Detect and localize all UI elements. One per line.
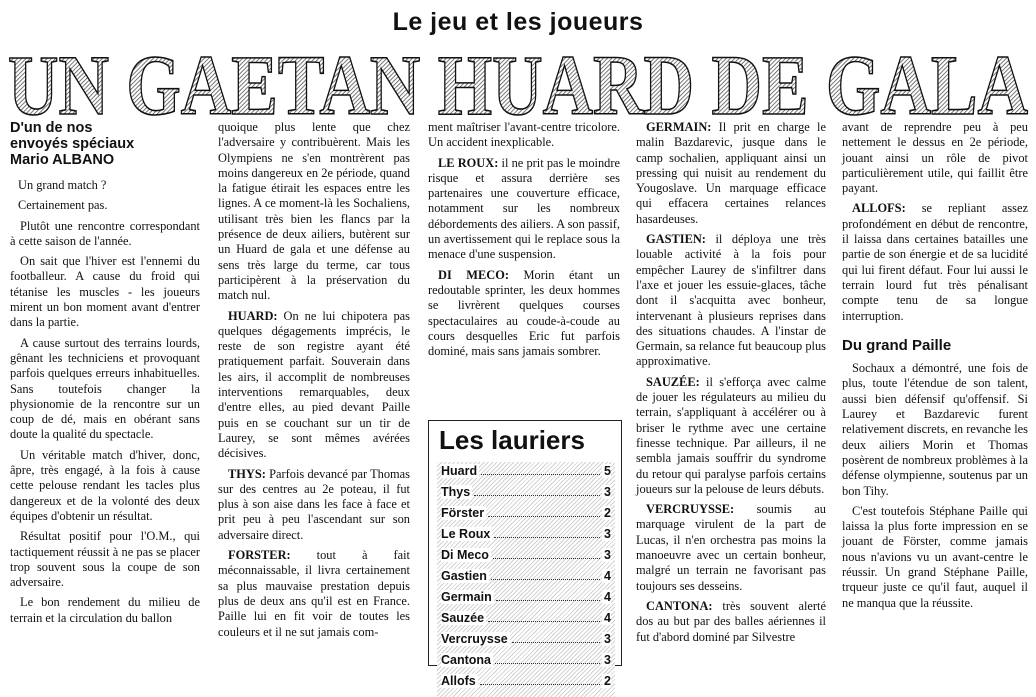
paragraph: On sait que l'hiver est l'ennemi du footballeur. A cause du froid qui tétanise les muscles - les joueurs mirent un bon moment avant d'entrer dans la partie.	[10, 254, 200, 330]
laurels-score: 2	[604, 674, 611, 688]
headline-graphic	[6, 44, 1030, 120]
laurels-box	[428, 420, 622, 688]
laurels-score: 3	[604, 653, 611, 667]
leader-dots	[491, 579, 600, 580]
player-text: très souvent alerté dos au but par des balles aériennes il fut d'abord dominé par Silvestre	[636, 598, 826, 644]
paragraph: Plutôt une rencontre correspondant à cette saison de l'année.	[10, 218, 200, 248]
player-name: FORSTER:	[228, 548, 291, 563]
player-paragraph	[842, 201, 1028, 323]
leader-dots	[493, 558, 600, 559]
laurels-row	[441, 653, 611, 674]
player-name: HUARD:	[228, 308, 278, 323]
player-name: ALLOFS:	[852, 201, 906, 216]
leader-dots	[494, 537, 600, 538]
player-name: SAUZÉE:	[646, 374, 700, 389]
laurels-score: 3	[604, 527, 611, 541]
leader-dots	[488, 516, 600, 517]
player-name: VERCRUYSSE:	[646, 502, 735, 517]
headline-text: UN GAETAN HUARD DE GALA	[8, 44, 1028, 120]
laurels-score: 4	[604, 611, 611, 625]
player-name: CANTONA:	[646, 598, 713, 613]
laurels-score: 4	[604, 590, 611, 604]
laurels-score: 3	[604, 548, 611, 562]
laurels-name: Le Roux	[441, 527, 491, 541]
laurels-row	[441, 611, 611, 632]
laurels-name: Gastien	[441, 569, 487, 583]
laurels-score: 5	[604, 464, 611, 478]
player-text: Morin étant un redoutable sprinter, les deux hommes se livrèrent quelques courses spectaculaires au coude-à-coude au cours desquelles Eric fut parfois dominé, mais sans jamais sombrer.	[428, 267, 620, 359]
player-paragraph	[636, 502, 826, 594]
player-name: THYS:	[228, 466, 266, 481]
paragraph: quoique plus lente que chez l'adversaire y contribuèrent. Mais les Olympiens ne s'en montrèrent pas moins dangereux en 2e période, quand la fatigue étirait les espaces entre les lignes. A ce moment-là les Sochaliens, utilisant très bien les flancs par la présence de deux ailiers, butèrent sur un Huard de gala et une défense au sens très large du terme, car tous participèrent à la préservation du match nul.	[218, 120, 410, 303]
laurels-row	[441, 590, 611, 611]
paragraph: A cause surtout des terrains lourds, gênant les techniciens et provoquant parfois quelques erreurs inhabituelles. Sans toutefois changer la physionomie de la rencontre sur un coup de dé, mais en obérant sans doute la qualité du spectacle.	[10, 335, 200, 442]
player-paragraph	[428, 268, 620, 360]
laurels-row	[441, 464, 611, 485]
player-text: il déploya une très louable activité à la fois pour empêcher Laurey de s'infiltrer dans l'axe et jouer les essuie-glaces, tâche dont il s'acquitta avec bonheur, intervenant à plusieurs reprises dans des situations chaudes. A l'instar de Germain, sa relance fut beaucoup plus approximative.	[636, 232, 826, 369]
laurels-name: Cantona	[441, 653, 491, 667]
player-text: Parfois devancé par Thomas sur des centres au 2e poteau, il fut plus à son aise dans les face à face et prit peu à peu l'ascendant sur son adversaire direct.	[218, 466, 410, 542]
paragraph: avant de reprendre peu à peu nettement le dessus en 2e période, jouant ainsi un rôle de pivot particulièrement utile, qui faillit être payant.	[842, 120, 1028, 196]
leader-dots	[495, 663, 600, 664]
laurels-name: Germain	[441, 590, 492, 604]
laurels-row	[441, 548, 611, 569]
player-name: LE ROUX:	[438, 155, 499, 170]
player-paragraph	[636, 120, 826, 227]
leader-dots	[488, 621, 600, 622]
paragraph: Sochaux a démontré, une fois de plus, toute l'étendue de son talent, aussi bien défensif qu'offensif. Si Laurey et Bazdarevic furent relativement discrets, en revanche les deux ailiers Morin et Thomas posèrent de nombreux problèmes à la défense olympienne, soutenus par un bon Tihy.	[842, 361, 1028, 498]
player-text: il s'efforça avec calme de jouer les régulateurs au milieu du terrain, s'appliquant à accélérer ou à briser le rythme avec une certaine finesse technique. Par ailleurs, il ne sembla jamais souffrir du syndrome du retour qui paralyse parfois certains joueurs sur la pelouse de leurs débuts.	[636, 374, 826, 496]
headline	[6, 44, 1030, 120]
laurels-name: Allofs	[441, 674, 476, 688]
paragraph: Résultat positif pour l'O.M., qui tactiquement réussit à ne pas se placer trop souvent sous la coupe de son adversaire.	[10, 529, 200, 590]
laurels-title: Les lauriers	[439, 425, 585, 455]
laurels-name: Förster	[441, 506, 485, 520]
leader-dots	[512, 642, 600, 643]
kicker: Le jeu et les joueurs	[392, 8, 644, 36]
column-5	[842, 120, 1028, 616]
laurels-name: Thys	[441, 485, 471, 499]
paragraph: ment maîtriser l'avant-centre tricolore. Un accident inexplicable.	[428, 120, 620, 150]
laurels-name: Di Meco	[441, 548, 489, 562]
subheading: Du grand Paille	[842, 336, 952, 354]
column-1	[10, 120, 200, 631]
player-name: DI MECO:	[438, 267, 509, 282]
player-paragraph	[636, 599, 826, 645]
laurels-row	[441, 506, 611, 527]
player-text: soumis au marquage virulent de la part de Lucas, il n'en orchestra pas moins la manoeuvre avec un certain bonheur, malgré un terrain ne favorisant pas toujours ses desseins.	[636, 502, 826, 593]
leader-dots	[480, 684, 600, 685]
laurels-row	[441, 632, 611, 653]
laurels-name: Sauzée	[441, 611, 485, 625]
laurels-row	[441, 527, 611, 548]
paragraph: Un grand match ?	[18, 178, 107, 192]
player-paragraph	[428, 156, 620, 263]
laurels-list	[437, 462, 615, 697]
player-text: tout à fait méconnaissable, il livra certainement sa plus mauvaise prestation depuis plus de deux ans qu'il est en France. Paille lui en fit voir de toutes les couleurs et il ne sut jamais com-	[218, 548, 410, 639]
paragraph: Un véritable match d'hiver, donc, âpre, très engagé, à la fois à cause cette pelouse rendant les tacles plus dangereux et de la volonté des deux équipes d'obtenir un résultat.	[10, 447, 200, 523]
leader-dots	[474, 495, 600, 496]
player-text: il ne prit pas le moindre risque et assura derrière ses partenaires une couverture efficace, notamment sur les nombreux débordements des ailiers. A son passif, un avertissement qui le replace sous la menace d'une suspension.	[428, 155, 620, 262]
player-paragraph	[636, 232, 826, 370]
player-name: GERMAIN:	[646, 120, 712, 134]
player-paragraph	[218, 467, 410, 543]
player-text: Il prit en charge le malin Bazdarevic, jusque dans le camp sochalien, appliquant ainsi un pressing qui nuisit au rendement du Yougoslave. Un marquage efficace qui effacera certaines relances hasardeuses.	[636, 120, 826, 226]
paragraph: C'est toutefois Stéphane Paille qui laissa la plus forte impression en se jouant de Förster, comme jamais nous n'avions vu un avant-centre le réussir. Un grand Stéphane Paille, trqueur juste ce qu'il faut, auquel il ne manqua que la réussite.	[842, 503, 1028, 610]
player-paragraph	[218, 548, 410, 640]
laurels-row	[441, 485, 611, 506]
byline: D'un de nos envoyés spéciaux Mario ALBANO	[10, 120, 135, 168]
leader-dots	[481, 474, 600, 475]
laurels-row	[441, 569, 611, 590]
column-3	[428, 120, 620, 364]
paragraph: Certainement pas.	[18, 198, 108, 213]
column-4	[636, 120, 826, 650]
paragraph: Le bon rendement du milieu de terrain et la circulation du ballon	[10, 595, 200, 625]
laurels-score: 3	[604, 485, 611, 499]
player-paragraph	[218, 309, 410, 462]
laurels-score: 4	[604, 569, 611, 583]
leader-dots	[496, 600, 600, 601]
laurels-name: Huard	[441, 464, 478, 478]
player-text: On ne lui chipotera pas quelques dégagements imprécis, le reste de son registre ayant été pratiquement parfait. Souverain dans les airs, il accomplit de nombreuses interventions remarquables, deux d'entre elles, au pied devant Paille puis en se couchant sur un tir de Laurey, se sont mêmes avérées décisives.	[218, 308, 410, 461]
player-text: se repliant assez profondément en début de rencontre, il laissa dans certaines batailles une partie de son énergie et de sa lucidité qui lui firent défaut. Four lui aussi le terrain lourd fut très pénalisant compte tenu de sa longue interruption.	[842, 201, 1028, 323]
laurels-score: 3	[604, 632, 611, 646]
player-name: GASTIEN:	[646, 232, 706, 247]
laurels-name: Vercruysse	[441, 632, 508, 646]
laurels-score: 2	[604, 506, 611, 520]
player-paragraph	[636, 375, 826, 497]
column-2	[218, 120, 410, 645]
laurels-row	[441, 674, 611, 695]
